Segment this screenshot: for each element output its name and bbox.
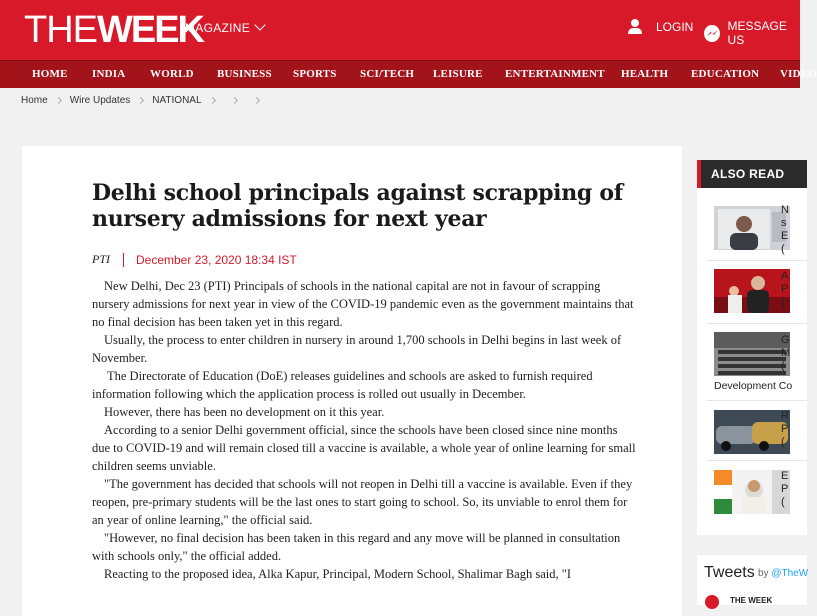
article-body bbox=[92, 277, 637, 583]
divider bbox=[707, 400, 807, 401]
chevron-right-icon bbox=[231, 97, 238, 104]
also-read-item[interactable] bbox=[714, 206, 790, 250]
nav-item-world[interactable]: WORLD bbox=[150, 68, 194, 80]
tweets-by[interactable]: by @TheW bbox=[758, 568, 809, 579]
site-logo[interactable]: THEWEEK bbox=[24, 9, 203, 51]
article-date: December 23, 2020 18:34 IST bbox=[136, 252, 297, 267]
also-read-text[interactable]: G M ( bbox=[781, 334, 791, 372]
chevron-right-icon bbox=[55, 97, 62, 104]
article-paragraph: New Delhi, Dec 23 (PTI) Principals of schools in the national capital are not in favour of scrapping nursery admissions for next year in view of the COVID-19 pandemic even as the government maintains that no final decision has been taken yet in this regard. bbox=[92, 279, 634, 329]
article-paragraph: According to a senior Delhi government official, since the schools have been closed since nine months due to COVID-19 and will remain closed till a vaccine is available, a whole year of online learning for small children seems unviable. bbox=[92, 423, 636, 473]
also-read-item[interactable] bbox=[714, 332, 790, 376]
breadcrumb-wire-updates[interactable]: Wire Updates bbox=[69, 95, 131, 106]
messenger-icon bbox=[704, 25, 720, 42]
chevron-right-icon bbox=[137, 97, 144, 104]
divider bbox=[707, 323, 807, 324]
article-author: PTI bbox=[92, 252, 110, 266]
also-read-text[interactable]: E P ( bbox=[781, 470, 789, 508]
account-avatar bbox=[705, 595, 719, 609]
breadcrumb bbox=[21, 95, 268, 106]
article-card bbox=[22, 146, 682, 616]
divider bbox=[707, 260, 807, 261]
also-read-text[interactable]: N s E ( bbox=[781, 204, 789, 255]
nav-item-leisure[interactable]: LEISURE bbox=[433, 68, 483, 80]
nav-item-health[interactable]: HEALTH bbox=[621, 68, 669, 80]
chevron-right-icon bbox=[209, 97, 216, 104]
nav-item-education[interactable]: EDUCATION bbox=[691, 68, 760, 80]
tweets-widget bbox=[697, 555, 807, 605]
message-us-button[interactable]: MESSAGE US bbox=[704, 19, 800, 47]
also-read-thumbnail bbox=[714, 470, 790, 514]
nav-item-sports[interactable]: SPORTS bbox=[293, 68, 337, 80]
breadcrumb-national[interactable]: NATIONAL bbox=[152, 95, 202, 106]
also-read-text[interactable]: R P ( bbox=[781, 410, 789, 448]
top-header bbox=[0, 0, 800, 60]
also-read-thumbnail bbox=[714, 332, 790, 376]
also-read-thumbnail bbox=[714, 206, 790, 250]
article-paragraph: However, there has been no development on it this year. bbox=[104, 405, 385, 419]
article-title: Delhi school principals against scrapping of nursery admissions for next year bbox=[92, 180, 623, 232]
chevron-down-icon bbox=[254, 19, 265, 30]
divider bbox=[707, 460, 807, 461]
byline-divider bbox=[123, 253, 124, 267]
article-paragraph: Usually, the process to enter children in nursery in around 1,700 schools in Delhi begins in last week of November. bbox=[92, 333, 622, 365]
also-read-panel bbox=[697, 160, 807, 535]
magazine-menu[interactable]: MAGAZINE bbox=[185, 21, 264, 35]
user-icon bbox=[628, 19, 642, 35]
also-read-item[interactable] bbox=[714, 470, 790, 514]
tweets-title: Tweets bbox=[704, 564, 755, 581]
nav-item-business[interactable]: BUSINESS bbox=[217, 68, 272, 80]
article-paragraph: "The government has decided that schools will not reopen in Delhi till a vaccine is available. Even if they reopen, pre-primary students will be the last ones to start going to school. So, its unviable to enrol them for an year of online learning," the official said. bbox=[92, 477, 633, 527]
login-button[interactable]: LOGIN bbox=[628, 19, 693, 35]
also-read-item[interactable] bbox=[714, 410, 790, 454]
main-nav bbox=[0, 60, 817, 88]
nav-item-entertainment[interactable]: ENTERTAINMENT bbox=[505, 68, 605, 80]
tweets-handle[interactable]: @TheW bbox=[771, 568, 809, 579]
nav-item-video[interactable]: VIDEO bbox=[780, 68, 817, 80]
byline bbox=[92, 252, 297, 267]
also-read-item[interactable] bbox=[714, 269, 790, 313]
nav-item-india[interactable]: INDIA bbox=[92, 68, 126, 80]
also-read-thumbnail bbox=[714, 410, 790, 454]
nav-item-home[interactable]: HOME bbox=[32, 68, 68, 80]
also-read-caption[interactable]: Development Co bbox=[714, 380, 793, 392]
nav-item-sci-tech[interactable]: SCI/TECH bbox=[360, 68, 415, 80]
also-read-text[interactable]: A P ( bbox=[781, 270, 789, 308]
also-read-thumbnail bbox=[714, 269, 790, 313]
breadcrumb-home[interactable]: Home bbox=[21, 95, 48, 106]
article-paragraph: Reacting to the proposed idea, Alka Kapur, Principal, Modern School, Shalimar Bagh said, "I bbox=[104, 567, 572, 581]
article-paragraph: The Directorate of Education (DoE) releases guidelines and schools are asked to furnish required information following which the application process is rolled out usually in December. bbox=[92, 369, 593, 401]
also-read-heading: ALSO READ bbox=[697, 160, 807, 188]
tweets-account-name: THE WEEK bbox=[730, 596, 773, 605]
chevron-right-icon bbox=[253, 97, 260, 104]
article-paragraph: "However, no final decision has been taken in this regard and any move will be planned in consultation with schools only," the official added. bbox=[92, 531, 621, 563]
